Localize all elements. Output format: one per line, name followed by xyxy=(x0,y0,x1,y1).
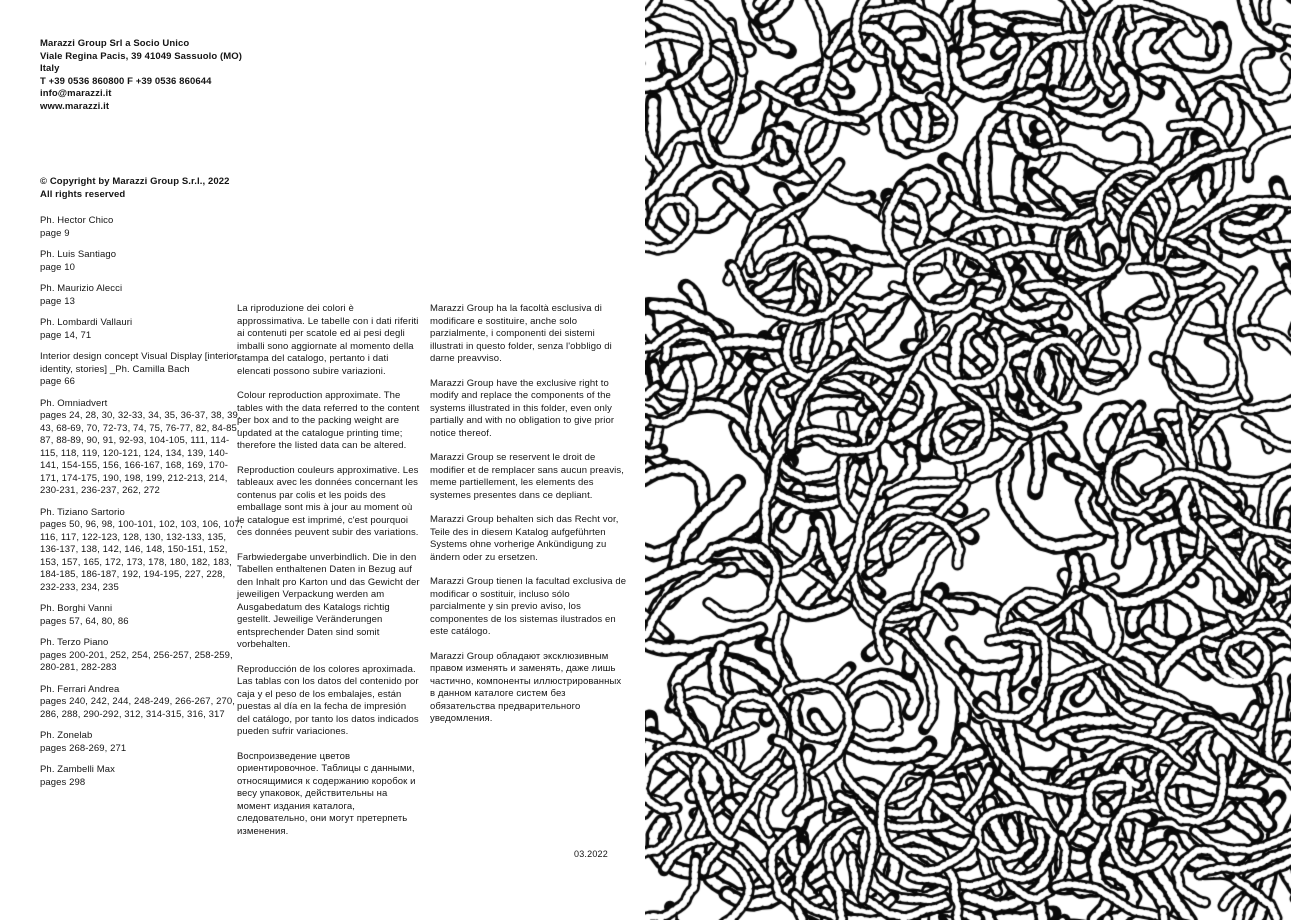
photo-credit xyxy=(40,730,246,755)
company-phone: T +39 0536 860800 F +39 0536 860644 xyxy=(40,75,212,87)
rights-it: Marazzi Group ha la facoltà esclusiva di modificare e sostituire, anche solo parzialmente, i componenti dei sistemi illustrati in questo folder, senza l'obbligo di darne preavviso. xyxy=(430,303,612,364)
company-email: info@marazzi.it xyxy=(40,88,112,99)
credit-name: Ph. Tiziano Sartorio xyxy=(40,506,125,518)
credit-pages: pages 57, 64, 80, 86 xyxy=(40,615,129,627)
rights-disclaimer-column xyxy=(430,303,628,738)
credit-pages: page 10 xyxy=(40,261,76,273)
disclaimer-de: Farbwiedergabe unverbindlich. Die in den Tabellen enthaltenen Daten in Bezug auf den Inhalt pro Karton und das Gewicht der jeweiligen Verpackung werden am Ausgabedatum des Katalogs richtig gestellt. Jeweilige Veränderungen entsprechender Daten sind somit vorbehalten. xyxy=(237,551,420,650)
credit-name: Interior design concept Visual Display [interior, identity, stories] _Ph. Camilla Bach xyxy=(40,351,240,375)
credit-pages: pages 268-269, 271 xyxy=(40,742,127,754)
photo-credit xyxy=(40,283,246,308)
photo-credit xyxy=(40,249,246,274)
photo-credit xyxy=(40,351,246,389)
rights-ru: Marazzi Group обладают эксклюзивным правом изменять и заменять, даже лишь частично, компоненты иллюстрированных в данном каталоге систем без обязательства предварительного уведомления. xyxy=(430,650,622,724)
credits-column xyxy=(40,38,246,798)
photo-credits-list xyxy=(40,215,246,789)
credit-name: Ph. Borghi Vanni xyxy=(40,603,113,614)
edition-date: 03.2022 xyxy=(574,849,608,859)
company-address xyxy=(40,38,246,113)
color-disclaimer-column xyxy=(237,303,421,850)
copyright-notice xyxy=(40,176,246,201)
credit-name: Ph. Terzo Piano xyxy=(40,637,109,648)
credit-name: Ph. Zonelab xyxy=(40,730,93,741)
credit-pages: pages 200-201, 252, 254, 256-257, 258-259, 280-281, 282-283 xyxy=(40,649,233,673)
rights-de: Marazzi Group behalten sich das Recht vor, Teile des in diesem Katalog aufgeführten Systems ohne vorherige Ankündigung zu ändern oder zu ersetzen. xyxy=(430,514,619,563)
credit-name: Ph. Lombardi Vallauri xyxy=(40,317,133,328)
photo-credit xyxy=(40,398,246,498)
credit-pages: pages 240, 242, 244, 248-249, 266-267, 270, 286, 288, 290-292, 312, 314-315, 316, 317 xyxy=(40,696,235,720)
disclaimer-en: Colour reproduction approximate. The tables with the data referred to the content per box and to the packing weight are updated at the catalogue printing time; therefore the listed data can be altered. xyxy=(237,390,420,451)
rights-es: Marazzi Group tienen la facultad exclusiva de modificar o sostituir, incluso sólo parcialmente y sin previo aviso, los componentes de los sistemas ilustrados en este catálogo. xyxy=(430,576,627,637)
disclaimer-it: La riproduzione dei colori è approssimativa. Le tabelle con i dati riferiti ai contenuti per scatole ed ai pesi degli imballi sono aggiornate al momento della stampa del catalogo, pertanto i dati elencati possono subire variazioni. xyxy=(237,303,419,377)
credit-pages: page 14, 71 xyxy=(40,329,92,341)
photo-credit xyxy=(40,603,246,628)
credit-name: Ph. Luis Santiago xyxy=(40,249,117,260)
pattern-artwork xyxy=(645,0,1291,920)
disclaimer-ru: Воспроизведение цветов ориентировочное. Таблицы с данными, относящимися к содержанию коробок и весу упаковок, действительны на момент издания каталога, следовательно, они могут претерпеть изменения. xyxy=(237,750,416,837)
credit-name: Ph. Ferrari Andrea xyxy=(40,683,120,695)
rights-en: Marazzi Group have the exclusive right to modify and replace the components of the systems illustrated in this folder, even only partially and with no obligation to give prior notice thereof. xyxy=(430,377,615,439)
credit-pages: pages 50, 96, 98, 100-101, 102, 103, 106, 107, 116, 117, 122-123, 128, 130, 132-133, 135, 136-137, 138, 142, 146, 148, 150-151, 152, 153, 157, 165, 172, 173, 178, 180, 182, 183, 184-185, 186-187, 192, 194-195, 227, 228, 232-233, 234, 235 xyxy=(40,519,243,593)
cover-pattern-page xyxy=(645,0,1291,920)
disclaimer-es: Reproducción de los colores aproximada. Las tablas con los datos del contenido por caja y el peso de los embalajes, están puestas al día en la fecha de impresión del catálogo, por tanto los datos indicados pueden sufrir variaciones. xyxy=(237,663,419,737)
copyright-line: © Copyright by Marazzi Group S.r.l., 2022 xyxy=(40,176,230,187)
rights-fr: Marazzi Group se reservent le droit de modifier et de remplacer sans aucun preavis, meme partiellement, les elements des systemes presentes dans ce depliant. xyxy=(430,452,624,501)
company-street: Viale Regina Pacis, 39 41049 Sassuolo (MO) Italy xyxy=(40,50,243,74)
company-website: www.marazzi.it xyxy=(40,100,110,112)
disclaimer-fr: Reproduction couleurs approximative. Les tableaux avec les données concernant les contenus par colis et les poids des emballage sont mis à jour au moment où le catalogue est imprimé, c'est pourquoi ces données peuvent subir des variations. xyxy=(237,464,419,538)
credit-pages: page 66 xyxy=(40,376,76,387)
colophon-page xyxy=(0,0,645,920)
credit-name: Ph. Zambelli Max xyxy=(40,764,115,775)
credit-name: Ph. Maurizio Alecci xyxy=(40,283,123,294)
photo-credit xyxy=(40,317,246,342)
photo-credit xyxy=(40,215,246,240)
credit-name: Ph. Hector Chico xyxy=(40,215,114,226)
company-name: Marazzi Group Srl a Socio Unico xyxy=(40,38,190,49)
copyright-line: All rights reserved xyxy=(40,188,126,200)
credit-pages: pages 298 xyxy=(40,776,86,788)
photo-credit xyxy=(40,684,246,722)
credit-pages: page 9 xyxy=(40,227,70,239)
photo-credit xyxy=(40,637,246,675)
credit-pages: page 13 xyxy=(40,295,76,307)
credit-pages: pages 24, 28, 30, 32-33, 34, 35, 36-37, 38, 39, 43, 68-69, 70, 72-73, 74, 75, 76-77, 82, 84-85, 87, 88-89, 90, 91, 92-93, 104-105, 111, 114-115, 118, 119, 120-121, 124, 134, 139, 140-141, 154-155, 156, 166-167, 168, 169, 170-171, 174-175, 190, 198, 199, 212-213, 214, 230-231, 236-237, 262, 272 xyxy=(40,410,241,496)
photo-credit xyxy=(40,507,246,595)
credit-name: Ph. Omniadvert xyxy=(40,397,108,409)
photo-credit xyxy=(40,764,246,789)
